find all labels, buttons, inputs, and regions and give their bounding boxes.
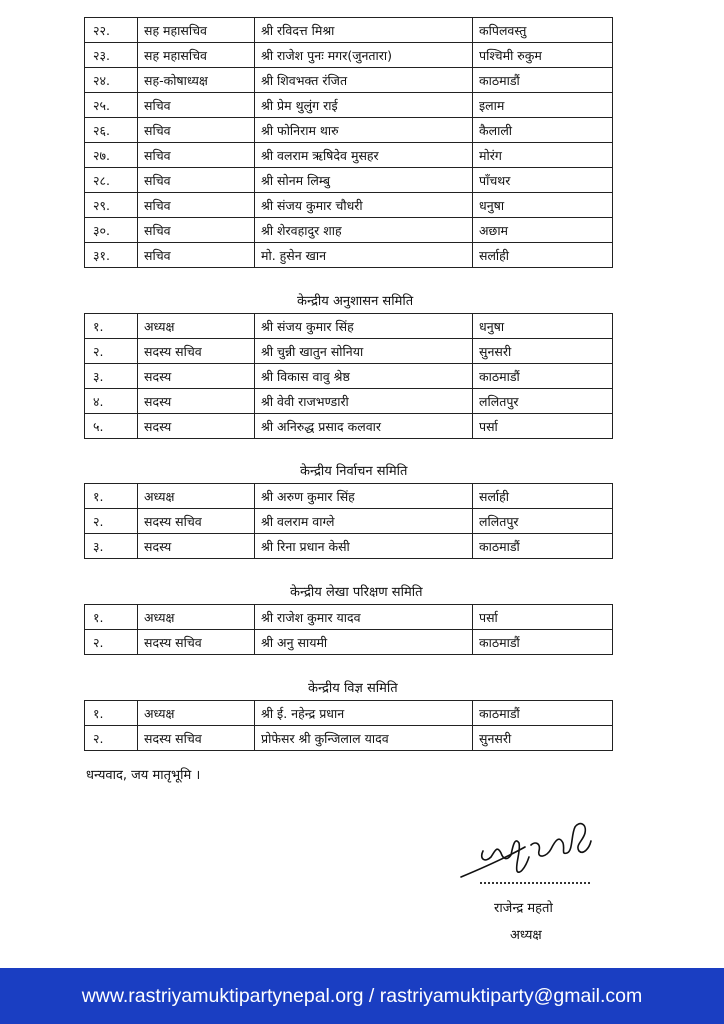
table-row <box>85 484 613 509</box>
district-cell: पश्चिमी रुकुम <box>473 43 613 68</box>
serial-number-cell: १. <box>85 314 138 339</box>
member-name-cell: श्री संजय कुमार सिंह <box>255 314 473 339</box>
district-cell: काठमाडौं <box>473 630 613 655</box>
member-name-cell: श्री अरुण कुमार सिंह <box>255 484 473 509</box>
member-name-cell: श्री राजेश पुनः मगर(जुनतारा) <box>255 43 473 68</box>
serial-number-cell: ३१. <box>85 243 138 268</box>
position-cell: सदस्य <box>138 389 255 414</box>
serial-number-cell: १. <box>85 701 138 726</box>
table-row <box>85 118 613 143</box>
serial-number-cell: १. <box>85 605 138 630</box>
member-name-cell: श्री संजय कुमार चौधरी <box>255 193 473 218</box>
member-name-cell: मो. हुसेन खान <box>255 243 473 268</box>
table-row <box>85 93 613 118</box>
member-name-cell: श्री ई. नहेन्द्र प्रधान <box>255 701 473 726</box>
table-row <box>85 168 613 193</box>
district-cell: कैलाली <box>473 118 613 143</box>
table-row <box>85 726 613 751</box>
position-cell: सचिव <box>138 168 255 193</box>
table-row <box>85 701 613 726</box>
position-cell: अध्यक्ष <box>138 484 255 509</box>
footer-banner <box>0 968 724 1024</box>
serial-number-cell: २. <box>85 339 138 364</box>
member-name-cell: श्री वेवी राजभण्डारी <box>255 389 473 414</box>
serial-number-cell: २. <box>85 726 138 751</box>
position-cell: सचिव <box>138 93 255 118</box>
position-cell: अध्यक्ष <box>138 701 255 726</box>
discipline-committee-table <box>84 313 613 439</box>
serial-number-cell: २८. <box>85 168 138 193</box>
member-name-cell: प्रोफेसर श्री कुन्जिलाल यादव <box>255 726 473 751</box>
district-cell: पर्सा <box>473 414 613 439</box>
member-name-cell: श्री वलराम ऋषिदेव मुसहर <box>255 143 473 168</box>
serial-number-cell: २. <box>85 509 138 534</box>
position-cell: सदस्य सचिव <box>138 339 255 364</box>
serial-number-cell: २. <box>85 630 138 655</box>
serial-number-cell: ३. <box>85 534 138 559</box>
serial-number-cell: ३. <box>85 364 138 389</box>
member-name-cell: श्री चुन्नी खातुन सोनिया <box>255 339 473 364</box>
table-row <box>85 43 613 68</box>
position-cell: सह महासचिव <box>138 43 255 68</box>
district-cell: पाँचथर <box>473 168 613 193</box>
district-cell: पर्सा <box>473 605 613 630</box>
signatory-role: अध्यक्ष <box>510 928 542 943</box>
position-cell: सचिव <box>138 218 255 243</box>
election-committee-title: केन्द्रीय निर्वाचन समिति <box>300 464 408 479</box>
central-committee-table <box>84 17 613 268</box>
table-row <box>85 605 613 630</box>
district-cell: काठमाडौं <box>473 364 613 389</box>
table-row <box>85 218 613 243</box>
table-row <box>85 143 613 168</box>
table-row <box>85 68 613 93</box>
expert-committee-title: केन्द्रीय विज्ञ समिति <box>308 681 398 696</box>
member-name-cell: श्री फोनिराम थारु <box>255 118 473 143</box>
serial-number-cell: २९. <box>85 193 138 218</box>
serial-number-cell: २६. <box>85 118 138 143</box>
discipline-committee-title: केन्द्रीय अनुशासन समिति <box>297 294 414 309</box>
serial-number-cell: २२. <box>85 18 138 43</box>
serial-number-cell: २३. <box>85 43 138 68</box>
position-cell: सचिव <box>138 143 255 168</box>
serial-number-cell: ३०. <box>85 218 138 243</box>
serial-number-cell: १. <box>85 484 138 509</box>
member-name-cell: श्री विकास वावु श्रेष्ठ <box>255 364 473 389</box>
table-row <box>85 630 613 655</box>
closing-text: धन्यवाद, जय मातृभूमि । <box>86 768 201 783</box>
district-cell: सर्लाही <box>473 243 613 268</box>
serial-number-cell: ५. <box>85 414 138 439</box>
district-cell: इलाम <box>473 93 613 118</box>
audit-committee-title: केन्द्रीय लेखा परिक्षण समिति <box>290 585 423 600</box>
serial-number-cell: २७. <box>85 143 138 168</box>
position-cell: सह-कोषाध्यक्ष <box>138 68 255 93</box>
position-cell: सदस्य सचिव <box>138 726 255 751</box>
position-cell: सह महासचिव <box>138 18 255 43</box>
district-cell: धनुषा <box>473 314 613 339</box>
position-cell: सदस्य <box>138 414 255 439</box>
position-cell: सदस्य सचिव <box>138 509 255 534</box>
position-cell: सदस्य <box>138 534 255 559</box>
serial-number-cell: २४. <box>85 68 138 93</box>
member-name-cell: श्री अनु सायमी <box>255 630 473 655</box>
serial-number-cell: ४. <box>85 389 138 414</box>
district-cell: अछाम <box>473 218 613 243</box>
member-name-cell: श्री सोनम लिम्बु <box>255 168 473 193</box>
election-committee-table <box>84 483 613 559</box>
district-cell: कपिलवस्तु <box>473 18 613 43</box>
table-row <box>85 364 613 389</box>
table-row <box>85 18 613 43</box>
member-name-cell: श्री शेरवहादुर शाह <box>255 218 473 243</box>
expert-committee-table <box>84 700 613 751</box>
position-cell: अध्यक्ष <box>138 605 255 630</box>
member-name-cell: श्री राजेश कुमार यादव <box>255 605 473 630</box>
table-row <box>85 389 613 414</box>
member-name-cell: श्री वलराम वाग्ले <box>255 509 473 534</box>
table-row <box>85 509 613 534</box>
district-cell: काठमाडौं <box>473 68 613 93</box>
district-cell: काठमाडौं <box>473 701 613 726</box>
table-row <box>85 534 613 559</box>
district-cell: ललितपुर <box>473 389 613 414</box>
member-name-cell: श्री रिना प्रधान केसी <box>255 534 473 559</box>
signatory-name: राजेन्द्र महतो <box>494 901 553 916</box>
table-row <box>85 314 613 339</box>
district-cell: सुनसरी <box>473 726 613 751</box>
member-name-cell: श्री अनिरुद्ध प्रसाद कलवार <box>255 414 473 439</box>
table-row <box>85 243 613 268</box>
audit-committee-table <box>84 604 613 655</box>
district-cell: काठमाडौं <box>473 534 613 559</box>
footer-contact-text: www.rastriyamuktipartynepal.org / rastriyamuktiparty@gmail.com <box>81 984 643 1007</box>
position-cell: सदस्य सचिव <box>138 630 255 655</box>
member-name-cell: श्री रविदत्त मिश्रा <box>255 18 473 43</box>
position-cell: सचिव <box>138 243 255 268</box>
district-cell: सर्लाही <box>473 484 613 509</box>
table-row <box>85 414 613 439</box>
signature-image <box>455 815 605 885</box>
position-cell: सदस्य <box>138 364 255 389</box>
district-cell: मोरंग <box>473 143 613 168</box>
position-cell: अध्यक्ष <box>138 314 255 339</box>
table-row <box>85 193 613 218</box>
district-cell: सुनसरी <box>473 339 613 364</box>
district-cell: धनुषा <box>473 193 613 218</box>
position-cell: सचिव <box>138 193 255 218</box>
table-row <box>85 339 613 364</box>
signature-line <box>480 882 590 884</box>
member-name-cell: श्री प्रेम थुलुंग राई <box>255 93 473 118</box>
district-cell: ललितपुर <box>473 509 613 534</box>
member-name-cell: श्री शिवभक्त रंजित <box>255 68 473 93</box>
position-cell: सचिव <box>138 118 255 143</box>
serial-number-cell: २५. <box>85 93 138 118</box>
